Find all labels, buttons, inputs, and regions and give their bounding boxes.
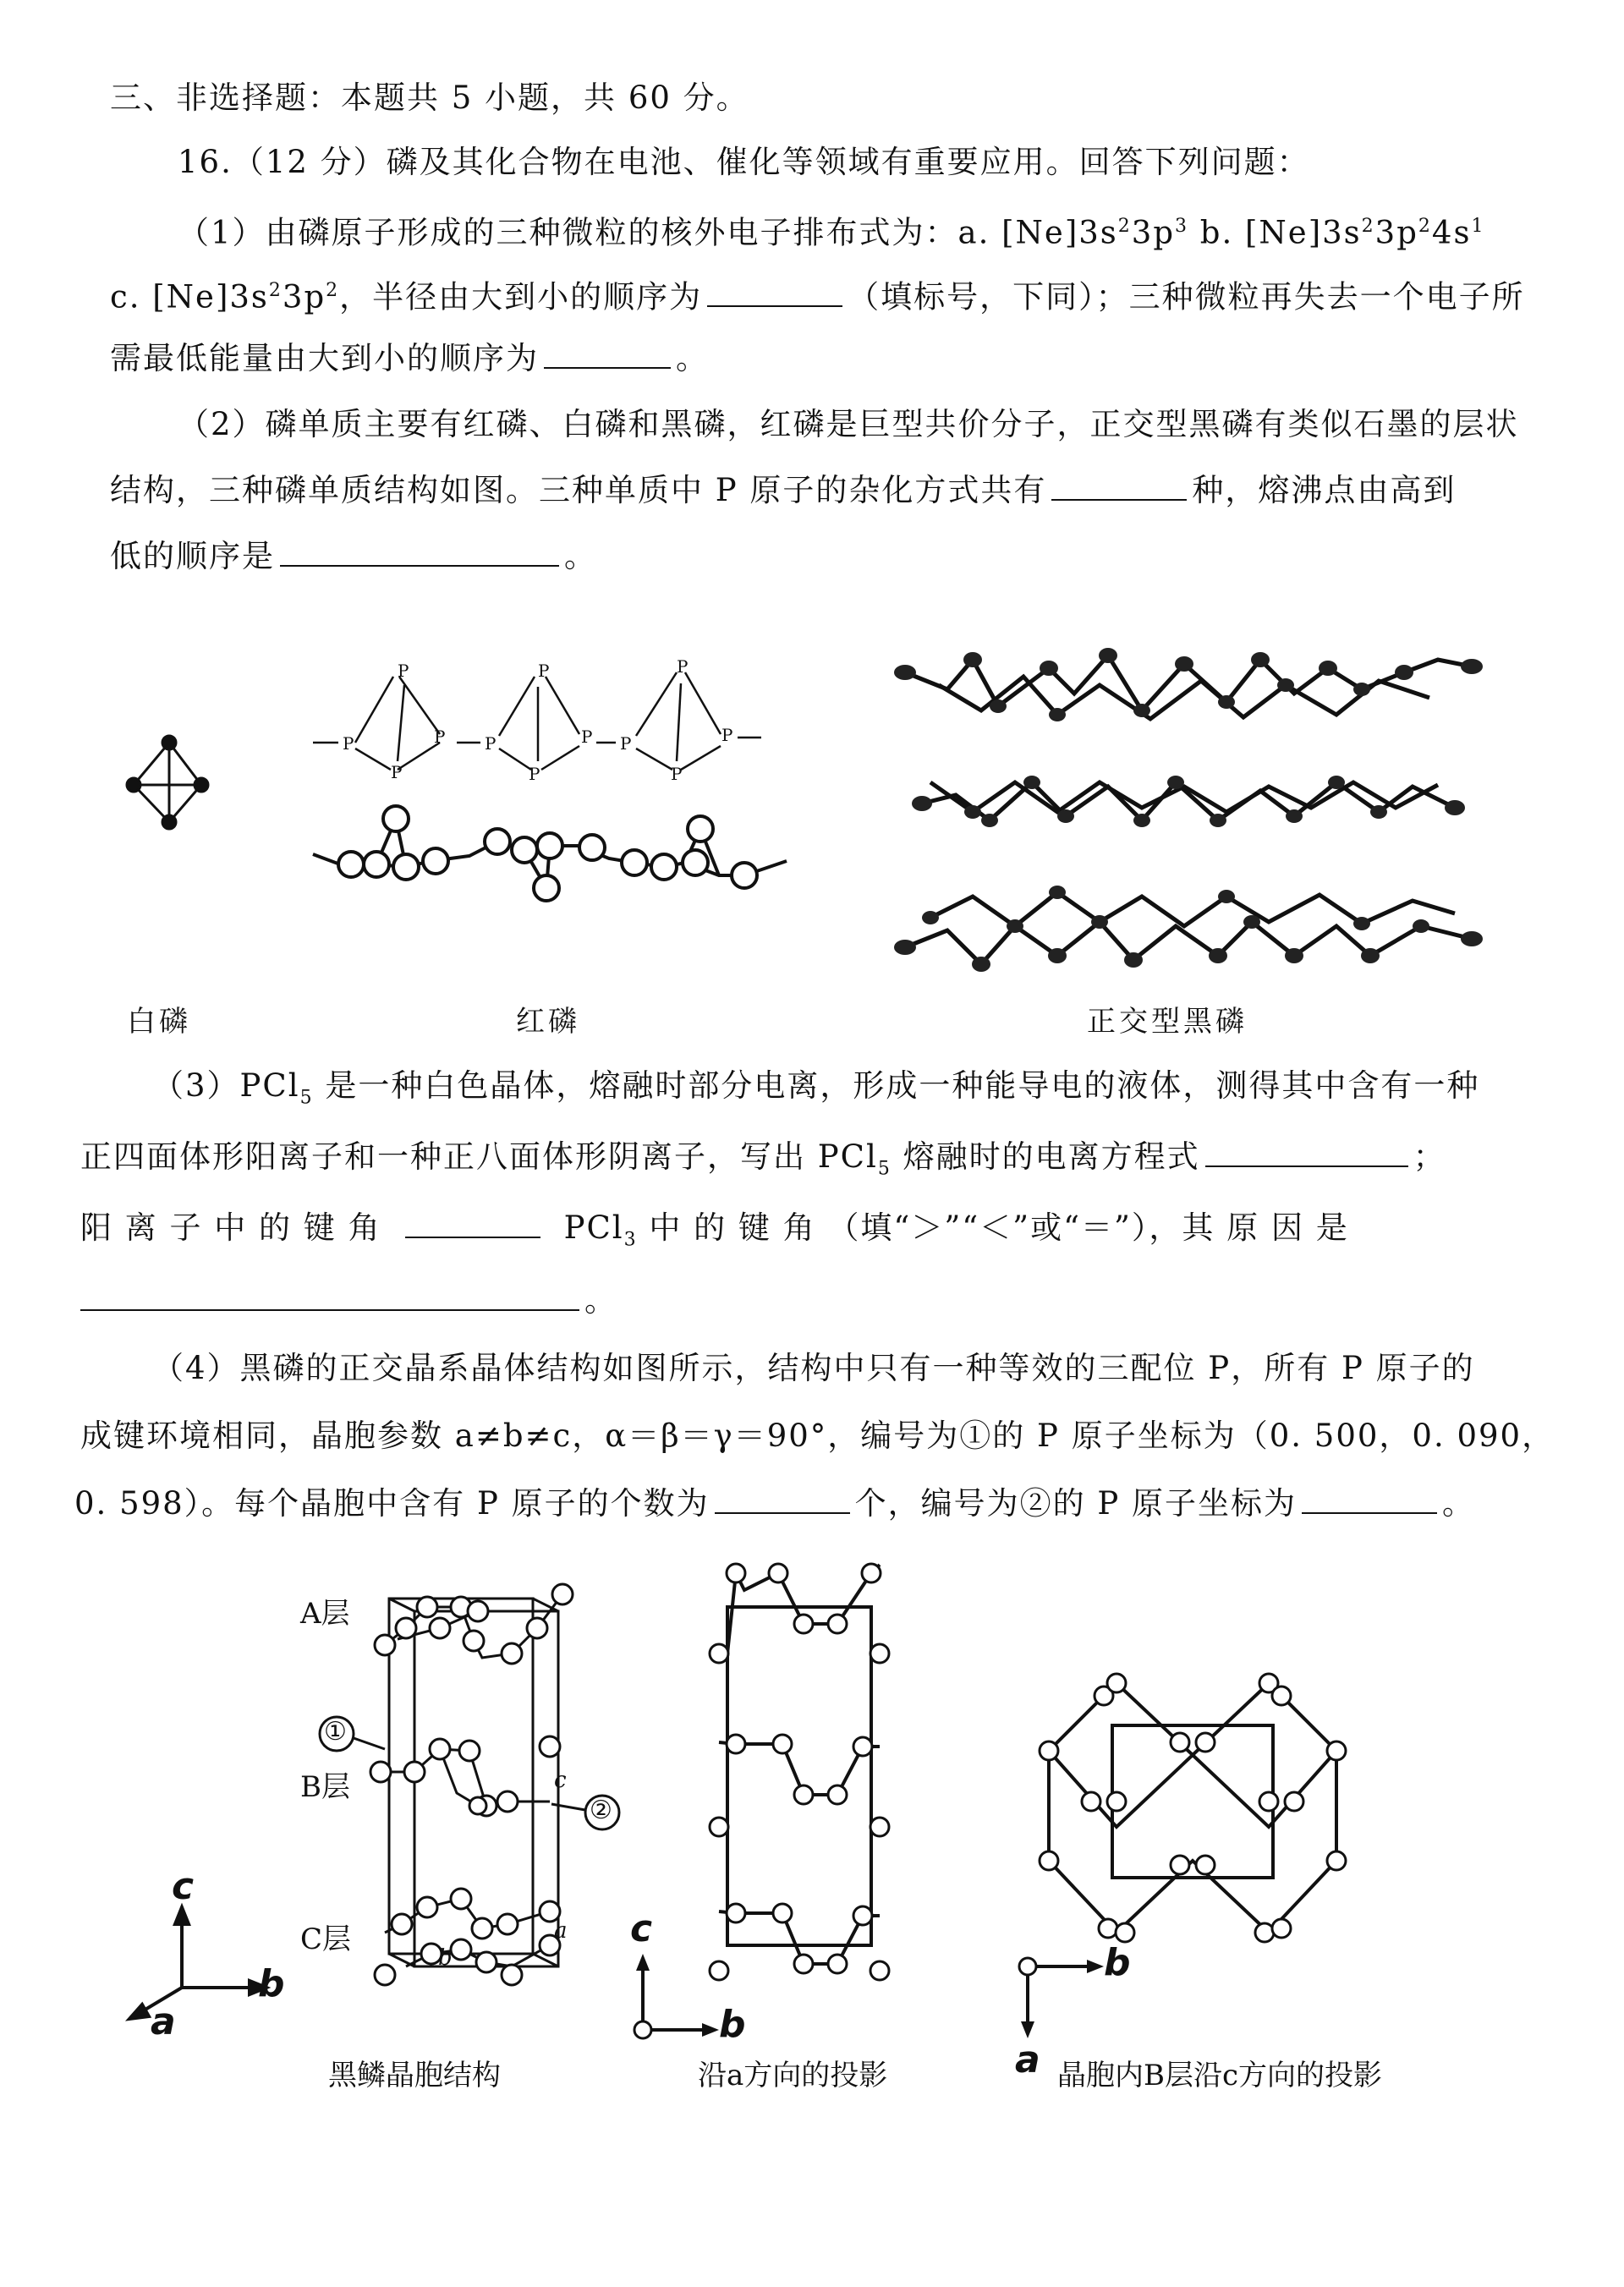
section-header: 三、非选择题：本题共 5 小题，共 60 分。	[110, 80, 749, 116]
unit-cell-figure	[0, 1548, 1624, 2072]
axis-c-label: c	[172, 1865, 195, 1908]
svg-text:P: P	[538, 661, 550, 681]
caption-projection-c: 晶胞内B层沿c方向的投影	[1057, 2059, 1383, 2092]
q16-intro: 16.（12 分）磷及其化合物在电池、催化等领域有重要应用。回答下列问题：	[178, 144, 1310, 180]
marker-atom-1: ①	[324, 1717, 347, 1747]
black-phosphorus-layers	[905, 655, 1472, 964]
q16-2-line2: 结构，三种磷单质结构如图。三种单质中 P 原子的杂化方式共有 种，熔沸点由高到	[110, 472, 1457, 508]
svg-text:P: P	[721, 725, 733, 745]
q16-1-line1: （1）由磷原子形成的三种微粒的核外电子排布式为：a. $[Ne]3s^23p^3$ b. $[Ne]3s^23p^24s^1$	[178, 214, 1485, 251]
svg-text:P: P	[391, 762, 403, 782]
q16-1-line2: c. $[Ne]3s^23p^2$，半径由大到小的顺序为 （填标号，下同）；三种微粒再失去一个电子所	[110, 278, 1525, 315]
q16-4-line2: 成键环境相同，晶胞参数 a≠b≠c，α＝β＝γ＝90°，编号为①的 P 原子坐标为（0. 500，0. 090，	[80, 1418, 1555, 1454]
q16-4-line1: （4）黑磷的正交晶系晶体结构如图所示，结构中只有一种等效的三配位 P，所有 P 原子的	[152, 1350, 1475, 1386]
marker-atom-2: ②	[590, 1796, 612, 1825]
caption-projection-a: 沿a方向的投影	[698, 2059, 888, 2092]
answer-blank-atom-count[interactable]	[715, 1487, 850, 1514]
axis-a-label: a	[151, 2000, 176, 2043]
proj-a-axis-b-label: b	[719, 2003, 746, 2046]
marker-circles	[320, 1717, 619, 1829]
axis-b-label: b	[258, 1962, 285, 2005]
svg-text:P: P	[398, 661, 409, 681]
cell-edge-a: a	[554, 1918, 568, 1944]
label-white-phosphorus: 白磷	[127, 1005, 191, 1039]
proj-c-axis-a-label: a	[1015, 2038, 1040, 2081]
projection-along-a	[634, 1564, 889, 2038]
label-layer-a: A层	[300, 1597, 350, 1631]
answer-blank-reason[interactable]	[80, 1284, 579, 1311]
answer-blank-melting-order[interactable]	[280, 540, 559, 567]
svg-text:P: P	[343, 733, 354, 754]
q16-3-line4: 。	[80, 1277, 617, 1324]
answer-blank-ionization-equation[interactable]	[1205, 1140, 1408, 1167]
label-black-phosphorus: 正交型黑磷	[1087, 1005, 1248, 1039]
label-layer-c: C层	[300, 1922, 352, 1956]
label-layer-b: B层	[300, 1770, 350, 1804]
answer-blank-hybridization-count[interactable]	[1051, 474, 1187, 501]
svg-text:P: P	[581, 727, 593, 747]
label-red-phosphorus: 红磷	[516, 1005, 580, 1039]
q16-2-line1: （2）磷单质主要有红磷、白磷和黑磷，红磷是巨型共价分子，正交型黑磷有类似石墨的层状	[178, 406, 1519, 442]
q16-4-line3: 0. 598）。每个晶胞中含有 P 原子的个数为 个，编号为②的 P 原子坐标为 。	[74, 1485, 1476, 1522]
svg-text:P: P	[677, 656, 689, 677]
q16-3-line2: 正四面体形阳离子和一种正八面体形阴离子，写出 PCl$_5$ 熔融时的电离方程式 ；	[80, 1138, 1446, 1180]
answer-blank-atom2-coordinate[interactable]	[1302, 1487, 1437, 1514]
caption-unit-cell: 黑鳞晶胞结构	[328, 2059, 501, 2092]
answer-blank-bond-angle-compare[interactable]	[405, 1211, 540, 1238]
q16-3-line1: （3）PCl$_5$ 是一种白色晶体，熔融时部分电离，形成一种能导电的液体，测得其中含有一种	[152, 1067, 1480, 1109]
red-phosphorus-formula	[313, 672, 761, 770]
answer-blank-ionization-order[interactable]	[544, 342, 671, 369]
allotrope-figure	[0, 592, 1624, 1049]
svg-text:P: P	[434, 727, 446, 747]
proj-c-axis-b-label: b	[1104, 1941, 1131, 1984]
cell-edge-c: c	[554, 1768, 567, 1793]
q16-1-line3: 需最低能量由大到小的顺序为 。	[110, 340, 709, 376]
proj-a-axis-c-label: c	[630, 1907, 653, 1950]
projection-along-c	[1019, 1674, 1346, 2038]
svg-text:P: P	[529, 764, 540, 784]
svg-text:P: P	[485, 733, 497, 754]
svg-text:P: P	[620, 733, 632, 754]
cell-edge-b: b	[438, 1945, 453, 1971]
q16-3-line3: 阳 离 子 中 的 键 角 PCl$_3$ 中 的 键 角 （填“＞”“＜”或“＝”），其 原 因 是	[80, 1209, 1349, 1251]
q16-2-line3: 低的顺序是 。	[110, 538, 597, 574]
red-phosphorus-ball-model	[313, 806, 787, 901]
white-phosphorus-diagram	[127, 736, 208, 829]
svg-text:P: P	[671, 764, 683, 784]
unit-cell-atoms	[370, 1584, 573, 1985]
answer-blank-radius-order[interactable]	[707, 280, 842, 307]
